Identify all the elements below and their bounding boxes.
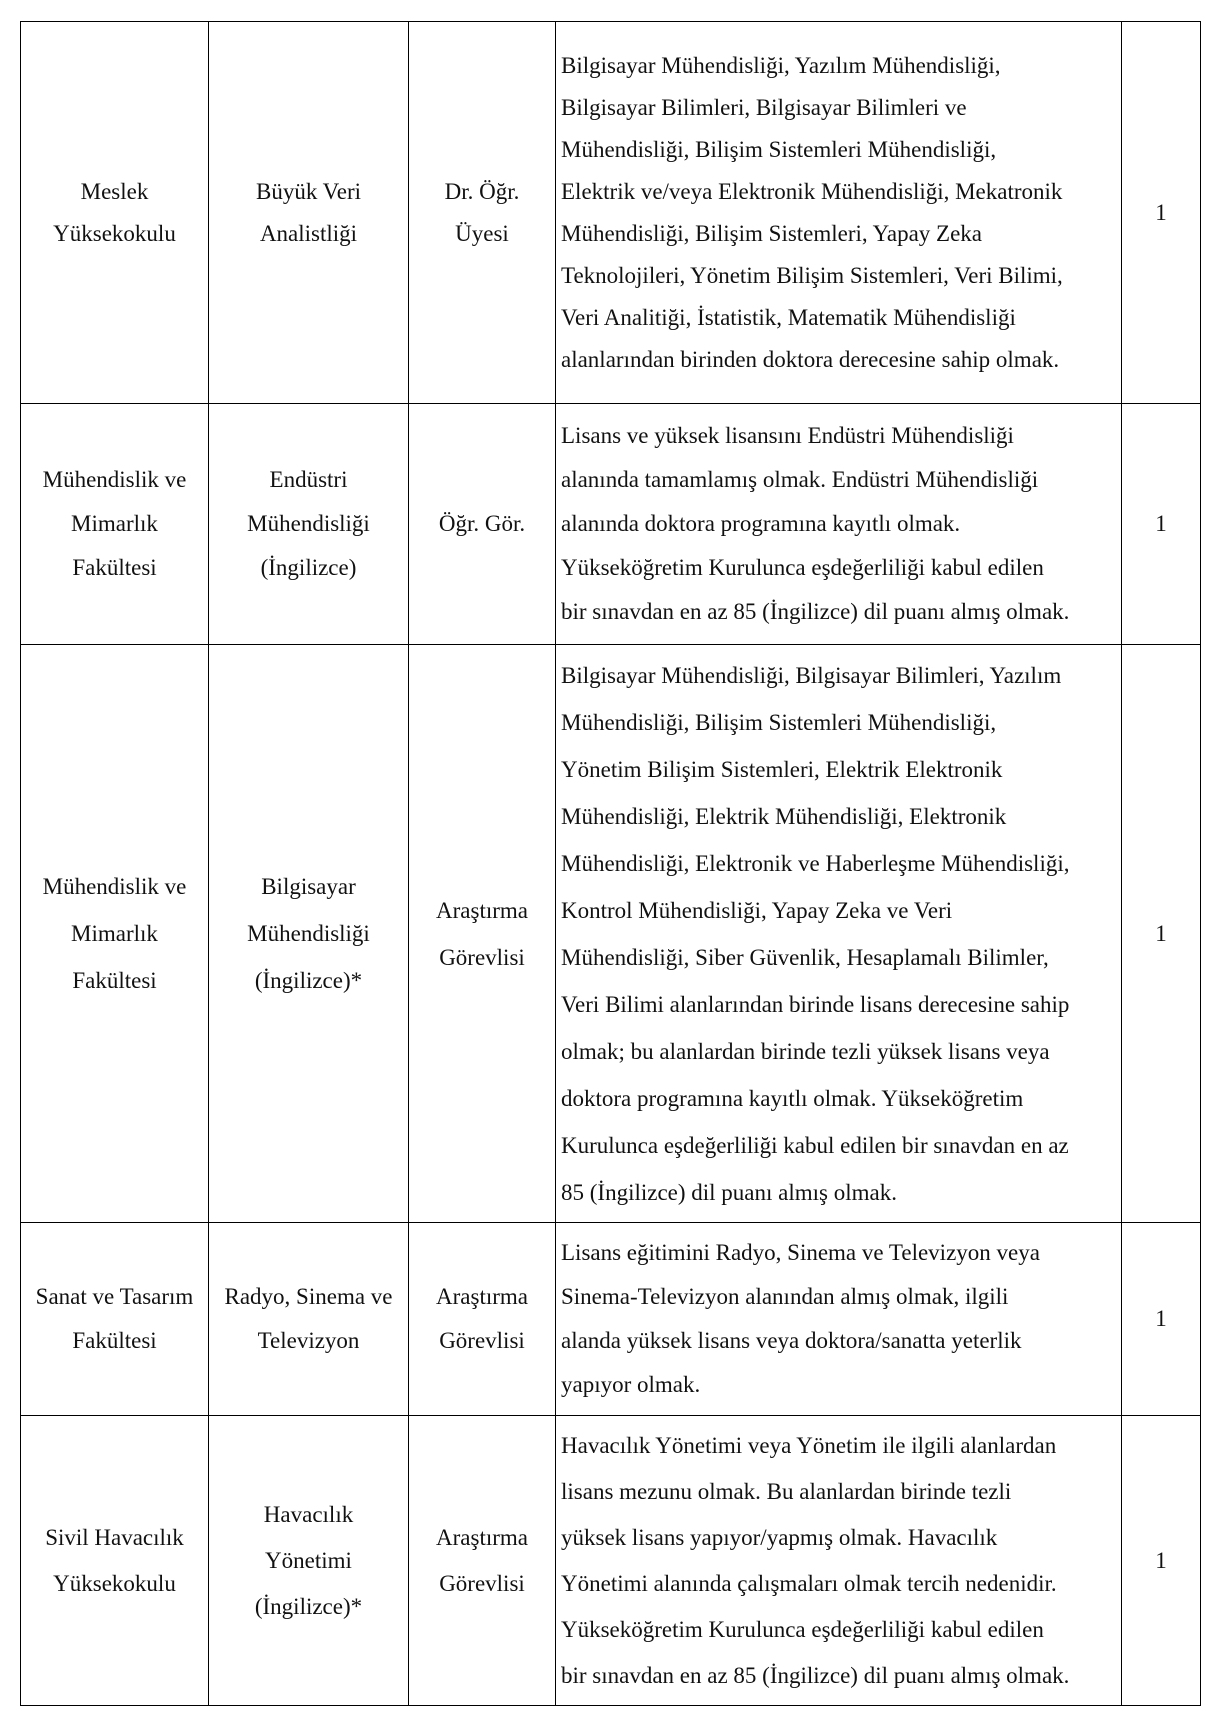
cell-line: Araştırma <box>436 1284 528 1309</box>
cell-line: Mühendisliği, Elektrik Mühendisliği, Elektronik <box>561 803 1007 829</box>
cell-line: Yükseköğretim Kurulunca eşdeğerliliği kabul edilen <box>561 1616 1044 1642</box>
faculty-cell <box>21 645 209 1223</box>
cell-line: Büyük Veri <box>256 178 361 204</box>
cell-line: Mühendisliği, Bilişim Sistemleri Mühendisliği, <box>561 709 997 735</box>
cell-line: Yönetimi <box>265 1547 352 1573</box>
cell-line: yapıyor olmak. <box>561 1372 701 1397</box>
position-count: 1 <box>1155 921 1167 946</box>
cell-line: Öğr. Gör. <box>438 511 526 536</box>
cell-line: Bilgisayar Mühendisliği, Bilgisayar Bilimleri, Yazılım <box>561 662 1062 688</box>
cell-line: bir sınavdan en az 85 (İngilizce) dil puanı almış olmak. <box>561 599 1070 624</box>
count-cell <box>1122 1416 1201 1706</box>
cell-line: lisans mezunu olmak. Bu alanlardan birinde tezli <box>561 1478 1012 1504</box>
cell-line: Mühendisliği, Bilişim Sistemleri Mühendisliği, <box>561 136 997 162</box>
cell-line: Üyesi <box>455 220 509 246</box>
count-cell <box>1122 645 1201 1223</box>
table-row <box>21 404 1201 645</box>
title-cell <box>409 22 556 404</box>
faculty-cell <box>21 404 209 645</box>
position-count: 1 <box>1155 1547 1167 1573</box>
faculty-cell <box>21 1416 209 1706</box>
department-cell <box>209 645 409 1223</box>
requirements-cell <box>556 1223 1122 1416</box>
cell-line: Mühendislik ve <box>42 874 187 899</box>
cell-line: Araştırma <box>436 1524 528 1550</box>
cell-line: Yönetim Bilişim Sistemleri, Elektrik Elektronik <box>561 756 1003 782</box>
department-cell <box>209 22 409 404</box>
cell-line: Kontrol Mühendisliği, Yapay Zeka ve Veri <box>561 897 953 923</box>
department-cell <box>209 1416 409 1706</box>
cell-line: Meslek <box>80 178 149 204</box>
cell-line: Mimarlık <box>71 921 158 946</box>
position-count: 1 <box>1155 199 1167 225</box>
cell-line: Mühendisliği, Siber Güvenlik, Hesaplamalı Bilimler, <box>561 944 1049 970</box>
cell-line: Televizyon <box>257 1328 360 1353</box>
cell-line: Yükseköğretim Kurulunca eşdeğerliliği kabul edilen <box>561 555 1044 580</box>
faculty-cell <box>21 1223 209 1416</box>
cell-line: Mimarlık <box>71 511 158 536</box>
cell-line: Fakültesi <box>72 555 157 580</box>
cell-line: Mühendislik ve <box>42 467 187 492</box>
title-cell <box>409 1416 556 1706</box>
cell-line: Yüksekokulu <box>53 220 176 246</box>
requirements-cell <box>556 645 1122 1223</box>
title-cell <box>409 645 556 1223</box>
cell-line: Lisans ve yüksek lisansını Endüstri Mühendisliği <box>561 423 1014 448</box>
cell-line: Havacılık Yönetimi veya Yönetim ile ilgili alanlardan <box>561 1432 1057 1458</box>
requirements-cell <box>556 22 1122 404</box>
cell-line: bir sınavdan en az 85 (İngilizce) dil puanı almış olmak. <box>561 1662 1070 1688</box>
cell-line: Bilgisayar Mühendisliği, Yazılım Mühendisliği, <box>561 52 1001 78</box>
cell-line: Bilgisayar <box>261 874 356 899</box>
cell-line: 85 (İngilizce) dil puanı almış olmak. <box>561 1179 897 1205</box>
requirements-cell <box>556 1416 1122 1706</box>
title-cell <box>409 404 556 645</box>
cell-line: Yönetimi alanında çalışmaları olmak tercih nedenidir. <box>561 1570 1057 1596</box>
cell-line: Görevlisi <box>439 1328 525 1353</box>
table-row <box>21 22 1201 404</box>
cell-line: Fakültesi <box>72 968 157 993</box>
cell-line: alanında tamamlamış olmak. Endüstri Mühendisliği <box>561 467 1039 492</box>
cell-line: Mühendisliği <box>247 921 370 946</box>
cell-line: Teknolojileri, Yönetim Bilişim Sistemleri, Veri Bilimi, <box>561 262 1063 288</box>
cell-line: alanında doktora programına kayıtlı olmak. <box>561 511 961 536</box>
cell-line: Araştırma <box>436 897 528 923</box>
cell-line: yüksek lisans yapıyor/yapmış olmak. Havacılık <box>561 1524 998 1550</box>
cell-line: Elektrik ve/veya Elektronik Mühendisliği, Mekatronik <box>561 178 1063 204</box>
cell-line: (İngilizce) <box>260 555 357 580</box>
cell-line: Görevlisi <box>439 944 525 970</box>
table-row <box>21 645 1201 1223</box>
title-cell <box>409 1223 556 1416</box>
cell-line: Kurulunca eşdeğerliliği kabul edilen bir sınavdan en az <box>561 1132 1069 1158</box>
cell-line: Yüksekokulu <box>53 1570 176 1596</box>
cell-line: Fakültesi <box>72 1328 157 1353</box>
cell-line: Sinema-Televizyon alanından almış olmak, ilgili <box>561 1284 1009 1309</box>
cell-line: Endüstri <box>269 467 348 492</box>
cell-line: alanda yüksek lisans veya doktora/sanatta yeterlik <box>561 1328 1022 1353</box>
requirements-cell <box>556 404 1122 645</box>
cell-line: Mühendisliği <box>247 511 370 536</box>
position-count: 1 <box>1155 511 1167 536</box>
position-count: 1 <box>1155 1306 1167 1331</box>
cell-line: Lisans eğitimini Radyo, Sinema ve Televizyon veya <box>561 1240 1040 1265</box>
table-row <box>21 1416 1201 1706</box>
cell-line: Havacılık <box>263 1501 354 1527</box>
cell-line: Veri Analitiği, İstatistik, Matematik Mühendisliği <box>561 304 1016 330</box>
cell-line: Veri Bilimi alanlarından birinde lisans derecesine sahip <box>561 991 1070 1017</box>
department-cell <box>209 1223 409 1416</box>
cell-line: Sivil Havacılık <box>45 1524 184 1550</box>
cell-line: doktora programına kayıtlı olmak. Yükseköğretim <box>561 1085 1024 1111</box>
cell-line: Sanat ve Tasarım <box>35 1284 194 1309</box>
cell-line: Dr. Öğr. <box>444 178 520 204</box>
cell-line: olmak; bu alanlardan birinde tezli yüksek lisans veya <box>561 1038 1050 1064</box>
cell-line: Analistliği <box>259 220 358 246</box>
faculty-cell <box>21 22 209 404</box>
count-cell <box>1122 404 1201 645</box>
cell-line: alanlarından birinden doktora derecesine sahip olmak. <box>561 346 1060 372</box>
cell-line: (İngilizce)* <box>254 968 363 993</box>
cell-line: (İngilizce)* <box>254 1593 363 1619</box>
cell-line: Bilgisayar Bilimleri, Bilgisayar Bilimleri ve <box>561 94 967 120</box>
cell-line: Mühendisliği, Elektronik ve Haberleşme Mühendisliği, <box>561 850 1070 876</box>
cell-line: Radyo, Sinema ve <box>224 1284 393 1309</box>
count-cell <box>1122 22 1201 404</box>
positions-table <box>20 21 1201 1706</box>
cell-line: Mühendisliği, Bilişim Sistemleri, Yapay Zeka <box>561 220 983 246</box>
table-row <box>21 1223 1201 1416</box>
count-cell <box>1122 1223 1201 1416</box>
department-cell <box>209 404 409 645</box>
cell-line: Görevlisi <box>439 1570 525 1596</box>
